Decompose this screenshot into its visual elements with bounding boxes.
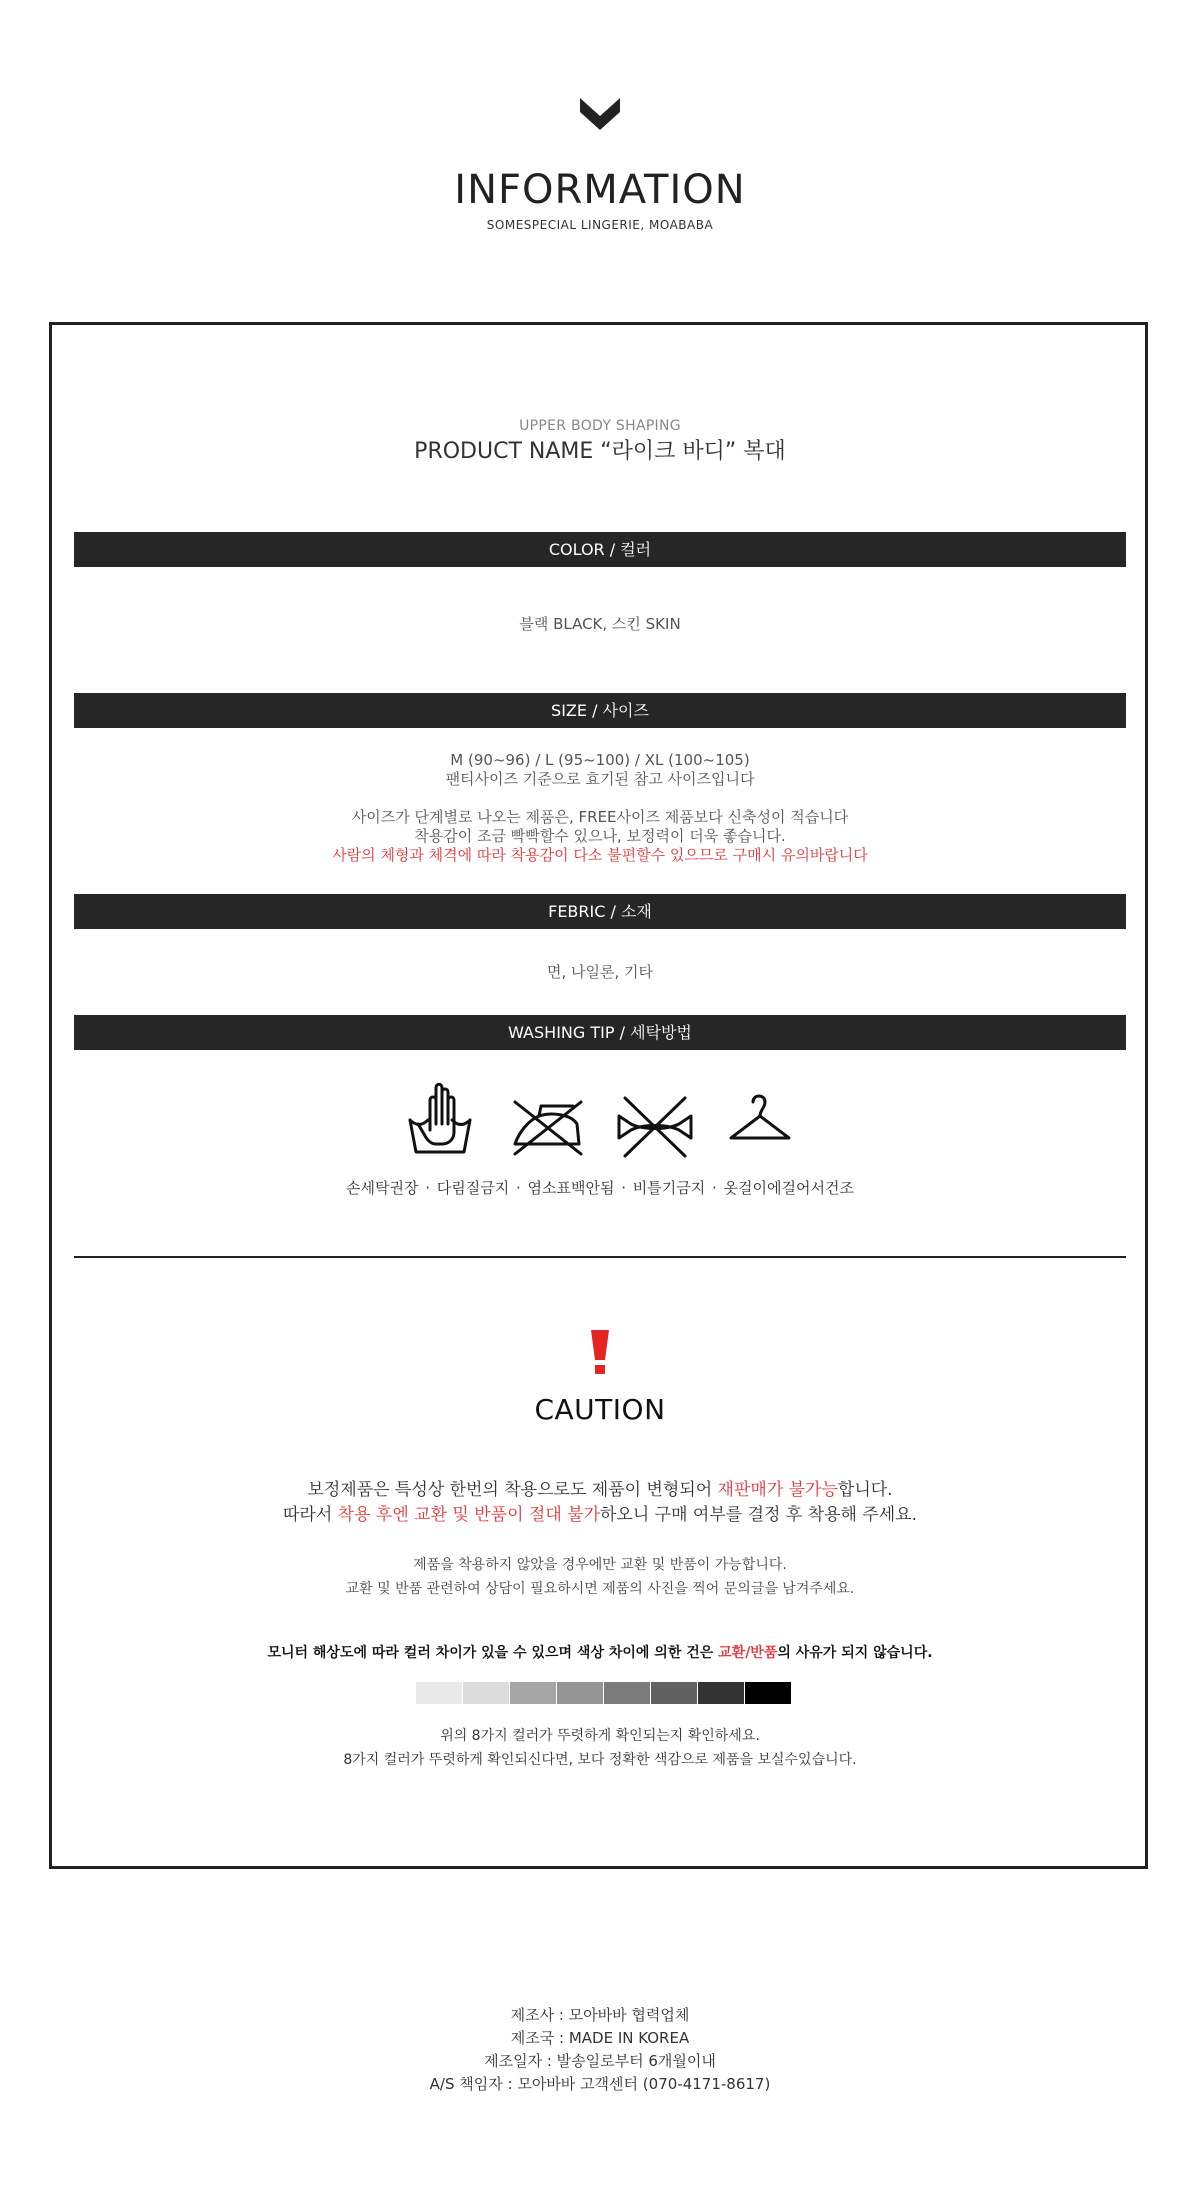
footer-date: 제조일자 : 발송일로부터 6개월이내 [484, 2052, 716, 2070]
fabric-heading: FEBRIC / 소재 [74, 894, 1126, 929]
footer-info [0, 2004, 1200, 2096]
chevron-down-icon [580, 98, 620, 134]
footer-as: A/S 책임자 : 모아바바 고객센터 (070-4171-8617) [429, 2075, 771, 2093]
color-swatch [604, 1682, 651, 1704]
size-line-2: 팬티사이즈 기준으로 효기된 참고 사이즈입니다 [445, 770, 755, 788]
section-divider [74, 1256, 1126, 1258]
no-iron-icon [511, 1080, 585, 1160]
hanger-dry-icon [727, 1080, 793, 1160]
page-subtitle: SOMESPECIAL LINGERIE, MOABABA [486, 218, 714, 232]
color-text: 블랙 BLACK, 스킨 SKIN [519, 615, 681, 633]
color-swatch [557, 1682, 604, 1704]
product-name: PRODUCT NAME “라이크 바디” 복대 [414, 439, 786, 464]
footer-maker: 제조사 : 모아바바 협력업체 [510, 2006, 690, 2024]
washing-heading: WASHING TIP / 세탁방법 [74, 1015, 1126, 1050]
color-swatch [416, 1682, 463, 1704]
footer-country: 제조국 : MADE IN KOREA [510, 2029, 690, 2047]
caution-paragraph-1: 보정제품은 특성상 한번의 착용으로도 제품이 변형되어 재판매가 불가능합니다. 따라서 착용 후엔 교환 및 반품이 절대 불가하오니 구매 여부를 결정 후 착용해 주세요. [282, 1480, 918, 1525]
color-swatch [745, 1682, 792, 1704]
product-category: UPPER BODY SHAPING [519, 418, 681, 434]
exclamation-icon [589, 1330, 611, 1374]
no-bleach-icon [615, 1080, 695, 1160]
caution-paragraph-2: 제품을 착용하지 않았을 경우에만 교환 및 반품이 가능합니다. 교환 및 반품 관련하여 상담이 필요하시면 제품의 사진을 찍어 문의글을 남겨주세요. [345, 1557, 855, 1597]
size-heading: SIZE / 사이즈 [74, 693, 1126, 728]
page-title: INFORMATION [454, 167, 746, 213]
color-swatch [510, 1682, 557, 1704]
size-warning: 사람의 체형과 체격에 따라 착용감이 다소 불편할수 있으므로 구매시 유의바랍니다 [332, 846, 868, 864]
color-heading: COLOR / 컬러 [74, 532, 1126, 567]
hand-wash-icon [404, 1080, 476, 1160]
fabric-text: 면, 나일론, 기타 [546, 963, 653, 981]
caution-title: CAUTION [534, 1393, 666, 1426]
size-line-4: 착용감이 조금 빡빡할수 있으나, 보정력이 더욱 좋습니다. [414, 827, 786, 845]
monitor-notice: 모니터 해상도에 따라 컬러 차이가 있을 수 있으며 색상 차이에 의한 건은 교환/반품의 사유가 되지 않습니다. [267, 1645, 933, 1661]
color-swatch [651, 1682, 698, 1704]
color-swatch [463, 1682, 510, 1704]
swatch-instructions: 위의 8가지 컬러가 뚜렷하게 확인되는지 확인하세요. 8가지 컬러가 뚜렷하게 확인되신다면, 보다 정확한 색감으로 제품을 보실수있습니다. [343, 1728, 857, 1768]
washing-caption: 손세탁권장 · 다림질금지 · 염소표백안됨 · 비틀기금지 · 옷걸이에걸어서건조 [346, 1179, 854, 1197]
color-swatch [698, 1682, 745, 1704]
color-swatch-strip [416, 1682, 792, 1704]
size-line-3: 사이즈가 단계별로 나오는 제품은, FREE사이즈 제품보다 신축성이 적습니다 [351, 808, 849, 826]
size-line-1: M (90~96) / L (95~100) / XL (100~105) [450, 751, 750, 769]
